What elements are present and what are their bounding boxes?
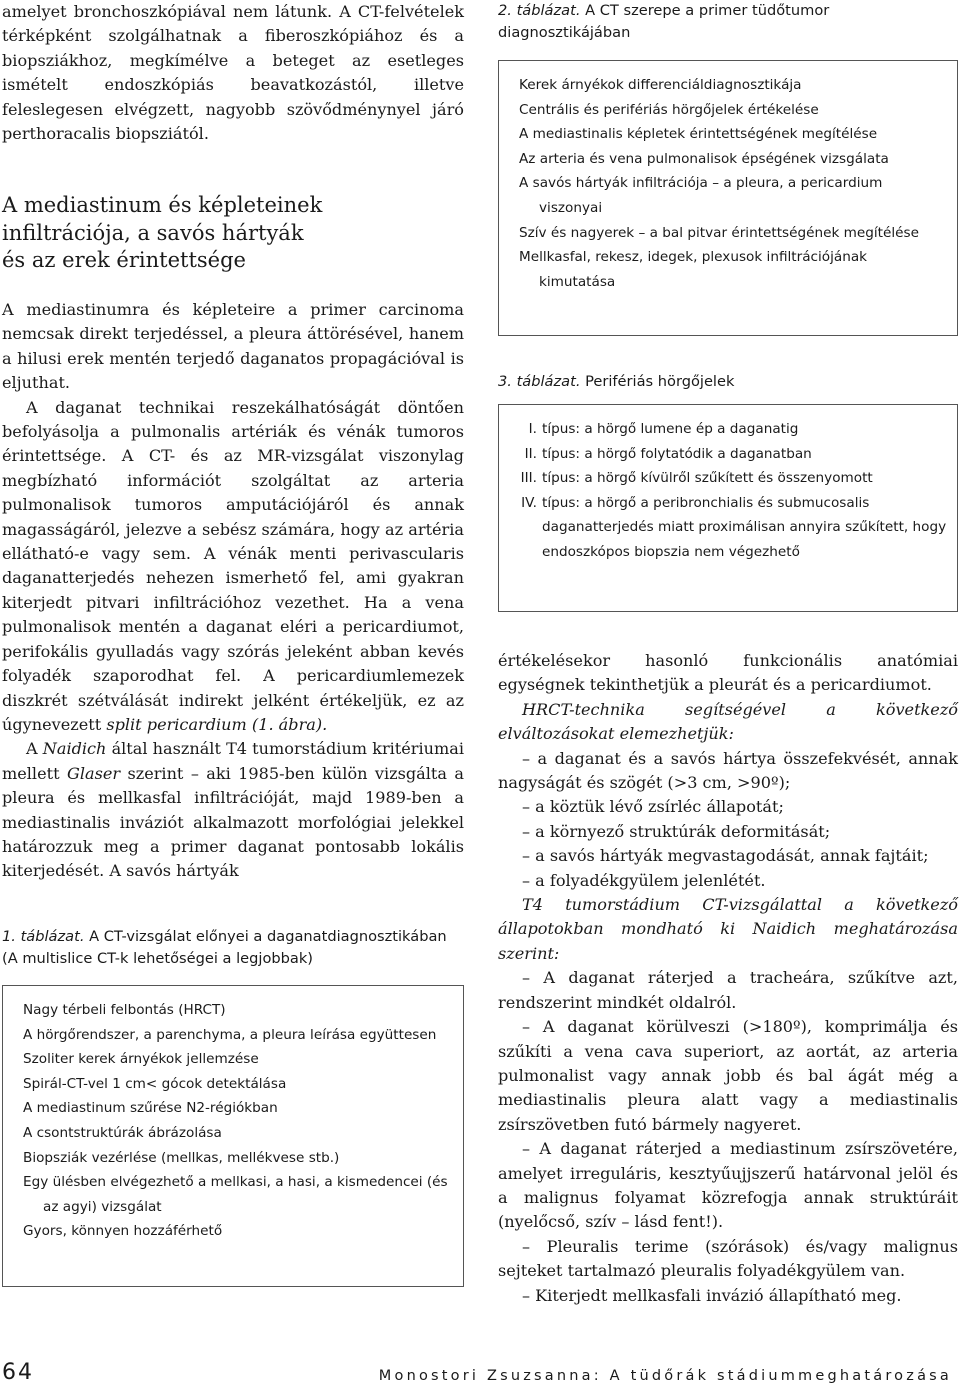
- table-2-label: 2. táblázat.: [498, 2, 581, 19]
- table-3-title: Perifériás hörgőjelek: [585, 373, 735, 390]
- paragraph-2: [2, 396, 464, 738]
- paragraph-3-c: szerint – aki 1985-ben külön vizsgálta a pleura és mellkasfal infiltrációját, majd 1989-ben a mediastinalis inváziót alkalmazott morfológiai jelekkel határozzuk meg a primer daganat pontosabb lokális kiterjedését. A savós hártyák: [2, 763, 464, 881]
- row-text: típus: a hörgő lumene ép a daganatig: [542, 421, 799, 437]
- dash-item-5: – a folyadékgyülem jelenlétét.: [522, 870, 766, 890]
- criterion-5: – Kiterjedt mellkasfali invázió állapítható meg.: [522, 1285, 902, 1305]
- body-text-right: [498, 649, 958, 1308]
- section-heading-line-3: és az erek érintettsége: [2, 248, 246, 272]
- paragraph-c: [498, 893, 958, 966]
- paragraph-c-italic: T4 tumorstádium CT-vizsgálattal a következő állapotokban mondható ki Naidich meghatározása szerint:: [498, 895, 958, 963]
- table-3-box: [498, 404, 958, 612]
- dash-item-2: – a köztük lévő zsírléc állapotát;: [522, 797, 784, 817]
- naidich-name: Naidich: [42, 739, 107, 759]
- paragraph-2-italic: split pericardium (1. ábra).: [106, 714, 328, 734]
- table-row: Egy ülésben elvégezhető a mellkasi, a hasi, a kismedencei (és az agyi) vizsgálat: [23, 1174, 448, 1215]
- table-row: Az arteria és vena pulmonalisok épségének vizsgálata: [519, 150, 889, 167]
- table-row: [499, 417, 947, 442]
- table-row: A savós hártyák infiltrációja – a pleura, a pericardium viszonyai: [519, 175, 883, 216]
- row-text: típus: a hörgő kívülről szűkített és összenyomott: [542, 470, 873, 487]
- paragraph-1: A mediastinumra és képleteire a primer carcinoma nemcsak direkt terjedéssel, a pleura áttörésével, hanem a hilusi erek mentén terjedő daganatos propagációval is eljuthat.: [2, 300, 464, 393]
- table-row: A mediastinalis képletek érintettségének megítélése: [519, 126, 878, 143]
- table-row: Szív és nagyerek – a bal pitvar érintettségének megítélése: [519, 224, 919, 241]
- table-1-box: [2, 985, 464, 1287]
- dash-item-1: – a daganat és a savós hártya összefekvését, annak nagyságát és szögét (>3 cm, >90º);: [498, 748, 958, 793]
- table-row: A hörgőrendszer, a parenchyma, a pleura leírása együttesen: [23, 1026, 437, 1043]
- section-heading-line-1: A mediastinum és képleteinek: [2, 193, 323, 217]
- table-row: Spirál-CT-vel 1 cm< gócok detektálása: [23, 1075, 287, 1092]
- table-3-label: 3. táblázat.: [498, 373, 581, 390]
- table-row: Biopsziák vezérlése (mellkas, mellékvese stb.): [23, 1149, 340, 1166]
- glaser-name: Glaser: [66, 763, 121, 783]
- row-number: II.: [524, 445, 537, 462]
- table-row: A mediastinum szűrése N2-régiókban: [23, 1100, 278, 1117]
- row-text: típus: a hörgő a peribronchialis és submucosalis daganatterjedés miatt proximálisan annyira szűkített, hogy endoszkópos biopszia nem végezhető: [542, 494, 947, 560]
- criterion-2: – A daganat körülveszi (>180º), komprimálja és szűkíti a vena cava superiort, az aortát, az arteria pulmonalist vagy annak jobb és bal ágát még a mediastinalis pleura alatt vagy a mediastinalis zsírszövetben futó bármely nagyeret.: [498, 1017, 958, 1134]
- criterion-4: – Pleuralis terime (szórások) és/vagy malignus sejteket tartalmazó pleuralis folyadékgyülem van.: [498, 1236, 958, 1281]
- table-3-caption: [498, 371, 958, 393]
- table-row: Centrális és perifériás hörgőjelek értékelése: [519, 101, 819, 118]
- table-row: Gyors, könnyen hozzáférhető: [23, 1223, 223, 1240]
- table-row: Nagy térbeli felbontás (HRCT): [23, 1002, 226, 1018]
- criterion-1: – A daganat ráterjed a tracheára, szűkítve azt, rendszerint mindkét oldalról.: [498, 968, 958, 1012]
- table-row: [499, 442, 947, 467]
- paragraph-b: [498, 698, 958, 747]
- table-1-subtitle: (A multislice CT-k lehetőségei a legjobbak): [2, 949, 313, 967]
- dash-item-4: – a savós hártyák megvastagodását, annak fajtáit;: [522, 846, 929, 866]
- table-row: A csontstruktúrák ábrázolása: [23, 1124, 222, 1141]
- paragraph-2-text: A daganat technikai reszekálhatóságát döntően befolyásolja a pulmonalis artériák és vénák tumoros érintettsége. A CT- és az MR-vizsgálat viszonylag megbízható információt szolgáltat az arteria pulmonalisok tumoros amputációjáról és annak magasságáról, jelezve a sebész számára, hogy az artéria ellátható-e vagy sem. A vénák menti perivascularis daganatterjedés nehezen ismerhető fel, ami gyakran kiterjedt pitvari infiltrációhoz vezethet. Ha a vena pulmonalisok mentén a daganat eléri a pericardiumot, perifokális gyulladás vagy szórás jeleként abban kevés folyadék szaporodhat fel. A pericardiumlemezek diszkrét szétválását indirekt jelként értékeljük, ez az úgynevezett: [2, 397, 464, 734]
- table-row: Szoliter kerek árnyékok jellemzése: [23, 1051, 259, 1068]
- paragraph-3: [2, 737, 464, 883]
- row-number: III.: [520, 470, 537, 487]
- table-1-title: A CT-vizsgálat előnyei a daganatdiagnosztikában: [89, 928, 447, 945]
- section-heading: [2, 192, 464, 275]
- row-number: IV.: [521, 494, 537, 511]
- running-title: Monostori Zsuzsanna: A tüdőrák stádiummeghatározása: [378, 1368, 952, 1384]
- row-text: típus: a hörgő folytatódik a daganatban: [542, 445, 812, 462]
- criterion-3: – A daganat ráterjed a mediastinum zsírszövetére, amelyet irreguláris, kesztyűujjszerű határvonal jelöl és a malignus folyamat közrefogja annak struktúráit (nyelőcső, szív – lásd fent!).: [498, 1139, 958, 1232]
- table-row: [499, 466, 947, 491]
- table-1-caption: [2, 926, 464, 969]
- paragraph-a: értékelésekor hasonló funkcionális anatómiai egységnek tekinthetjük a pleurát és a pericardiumot.: [498, 651, 958, 695]
- table-2-box: [498, 60, 958, 336]
- table-2-caption: [498, 0, 958, 43]
- paragraph-3-a: A: [26, 739, 38, 759]
- section-heading-line-2: infiltrációja, a savós hártyák: [2, 220, 304, 245]
- paragraph-b-italic: HRCT-technika segítségével a következő elváltozásokat elemezhetjük:: [498, 699, 958, 744]
- table-row: Kerek árnyékok differenciáldiagnosztikája: [519, 77, 802, 93]
- table-2-title: A CT szerepe a primer tüdőtumor diagnosztikájában: [498, 2, 830, 41]
- row-number: I.: [528, 421, 537, 437]
- intro-paragraph: amelyet bronchoszkópiával nem látunk. A CT-felvételek térképként szolgálhatnak a fiberoszkópiához és a biopsziákhoz, megkímélve a beteget az esetleges ismételt endoszkópiás beavatkozástól, illetve feleslegesen elvégzett, nagyobb szövődménynyel járó perthoracalis biopsziától.: [2, 2, 464, 144]
- body-text-left: [2, 298, 464, 884]
- table-row: [499, 491, 947, 565]
- dash-item-3: – a környező struktúrák deformitását;: [522, 821, 831, 841]
- table-1-label: 1. táblázat.: [2, 928, 85, 945]
- table-row: Mellkasfal, rekesz, idegek, plexusok infiltrációjának kimutatása: [519, 249, 868, 290]
- page-number: 64: [2, 1360, 34, 1385]
- paragraph-3-b: által használt T4 tumorstádium kritériumai mellett: [2, 739, 464, 783]
